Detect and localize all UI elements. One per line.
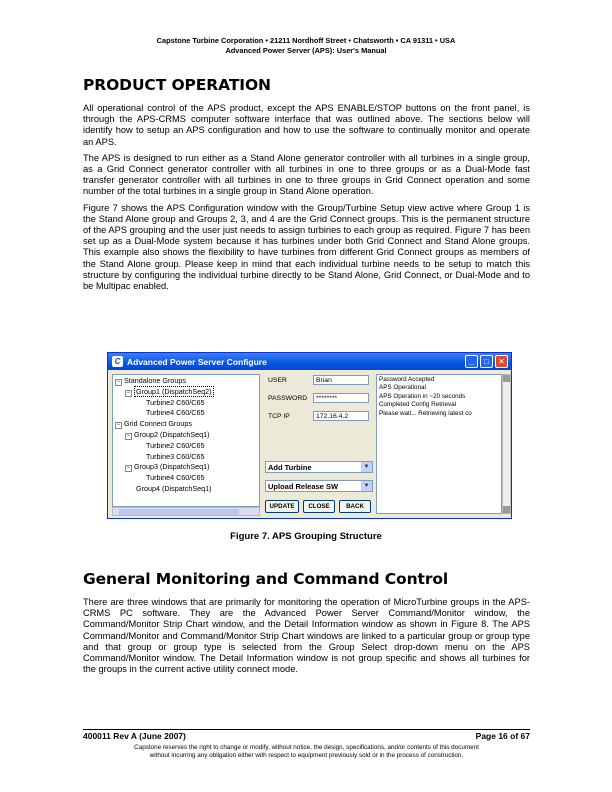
status-line: Password Accepted (379, 376, 435, 383)
window-titlebar[interactable] (108, 353, 511, 370)
window-title: Advanced Power Server Configure (127, 356, 267, 367)
tcpip-label: TCP IP (268, 413, 290, 420)
maximize-icon[interactable]: □ (480, 355, 493, 368)
close-button[interactable]: CLOSE (303, 500, 335, 513)
status-line: APS Operational (379, 384, 426, 392)
tcpip-input[interactable]: 172.16.4.2 (313, 411, 369, 421)
dropdown-arrow-icon[interactable]: ▼ (361, 462, 372, 472)
dropdown-arrow-icon[interactable]: ▼ (361, 481, 372, 491)
status-vscrollbar[interactable] (502, 374, 511, 514)
page-number: Page 16 of 67 (475, 731, 530, 741)
paragraph: There are three windows that are primarily for monitoring the operation of MicroTurbine groups in the APS-CRMS PC software. They are the Advanced Power Server Command/Monitor window, the Command/Monitor Strip Chart window, and the Detail Information window as shown in Figure 8. The APS Command/Monitor and Command/Monitor Strip Chart windows are linked to a particular group or group type and that group or group type is selected from the Group Select drop-down menu on the APS Command/Monitor window. The Detail Information window is not group specific and shows all turbines for the groups in the current active utility connect mode. (83, 597, 530, 675)
user-label: USER (268, 377, 287, 384)
figure-caption: Figure 7. APS Grouping Structure (230, 531, 382, 542)
paragraph: The APS is designed to run either as a Stand Alone generator controller with all turbines in a single group, as a Grid Connect generator controller with all turbines in one to three groups or as a Dual-Mode fast transfer generator controller with all turbines in one to three groups in Grid Connect operation and some number of the total turbines in a single group in Stand Alone operation. (83, 152, 530, 197)
page-header (0, 36, 612, 56)
aps-configure-window (107, 352, 512, 519)
tree-node[interactable]: Turbine3 C60/C65 (146, 451, 205, 461)
tree-node[interactable]: − Grid Connect Groups (116, 419, 192, 429)
tree-node[interactable]: − Group2 (DispatchSeq1) (126, 429, 210, 439)
section1-body (83, 103, 530, 297)
password-label: PASSWORD (268, 395, 308, 402)
section2-body (83, 597, 530, 680)
tree-node[interactable]: − Standalone Groups (116, 376, 186, 385)
tree-node[interactable]: Turbine2 C60/C65 (146, 397, 205, 407)
footer-disclaimer: Capstone reserves the right to change or modify, without notice, the design, specifications, and/or contents of this document without incurring any obligation either with respect to equipment previously sold or in the process of construction. (134, 744, 479, 759)
password-input[interactable]: ******** (313, 393, 369, 403)
paragraph: All operational control of the APS product, except the APS ENABLE/STOP buttons on the front panel, is through the APS-CRMS computer software interface that was outlined above. The sections below will identify how to setup an APS configuration and how to use the software to continually monitor and operate an APS. (83, 103, 530, 147)
tree-node[interactable]: Turbine2 C60/C65 (146, 440, 205, 450)
status-line: Please wait... Retrieving latest co (379, 409, 472, 417)
footer-divider (83, 729, 530, 730)
back-button[interactable]: BACK (339, 500, 371, 513)
section-title-monitoring: General Monitoring and Command Control (83, 570, 449, 588)
header-line-1: Capstone Turbine Corporation • 21211 Nordhoff Street • Chatsworth • CA 91311 • USA (156, 36, 456, 45)
status-log (376, 374, 502, 514)
section-title-product-operation: PRODUCT OPERATION (83, 76, 271, 94)
doc-id: 400011 Rev A (June 2007) (83, 731, 186, 741)
header-line-2: Advanced Power Server (APS): User's Manual (225, 46, 387, 55)
status-line: APS Operation in ~20 seconds (379, 392, 466, 400)
status-line: Completed Config Retrieval (379, 401, 456, 409)
app-icon: C (112, 356, 123, 367)
tree-node[interactable]: Group4 (DispatchSeq1) (136, 483, 212, 493)
tree-node[interactable]: Turbine4 C60/C65 (146, 473, 205, 483)
add-turbine-select[interactable]: Add Turbine ▼ (265, 461, 373, 473)
collapse-icon[interactable]: − (116, 379, 121, 385)
group-tree[interactable] (112, 374, 260, 507)
collapse-icon[interactable]: − (116, 422, 121, 429)
collapse-icon[interactable]: − (126, 432, 131, 439)
tree-node[interactable]: − Group1 (DispatchSeq2) (126, 386, 212, 396)
collapse-icon[interactable]: − (126, 465, 131, 472)
minimize-icon[interactable]: _ (465, 355, 478, 368)
user-input[interactable]: Brian (313, 375, 369, 385)
update-button[interactable]: UPDATE (265, 500, 299, 513)
upload-release-select[interactable]: Upload Release SW ▼ (265, 480, 373, 492)
close-icon[interactable]: ✕ (495, 355, 508, 368)
tree-node[interactable]: − Group3 (DispatchSeq1) (126, 462, 210, 472)
tree-node[interactable]: Turbine4 C60/C65 (146, 408, 205, 418)
collapse-icon[interactable]: − (126, 389, 131, 396)
paragraph: Figure 7 shows the APS Configuration window with the Group/Turbine Setup view active where Group 1 is the Stand Alone group and Groups 2, 3, and 4 are the Grid Connect groups. This is the permanent structure of the APS grouping and the user just needs to assign turbines to each group as required. Figure 7 has been set up as a Dual-Mode system because it has turbines under both Grid Connect and Stand Alone groups. This example also shows the flexibility to have turbines from different Grid Connect groups as members of the Stand Alone group. Please keep in mind that each individual turbine needs to be setup to match this structure by configuring the individual turbine directly to be Stand Alone, Grid Connect, or Dual-Mode and to be Multipac enabled. (83, 202, 530, 292)
tree-hscrollbar[interactable] (112, 507, 260, 516)
